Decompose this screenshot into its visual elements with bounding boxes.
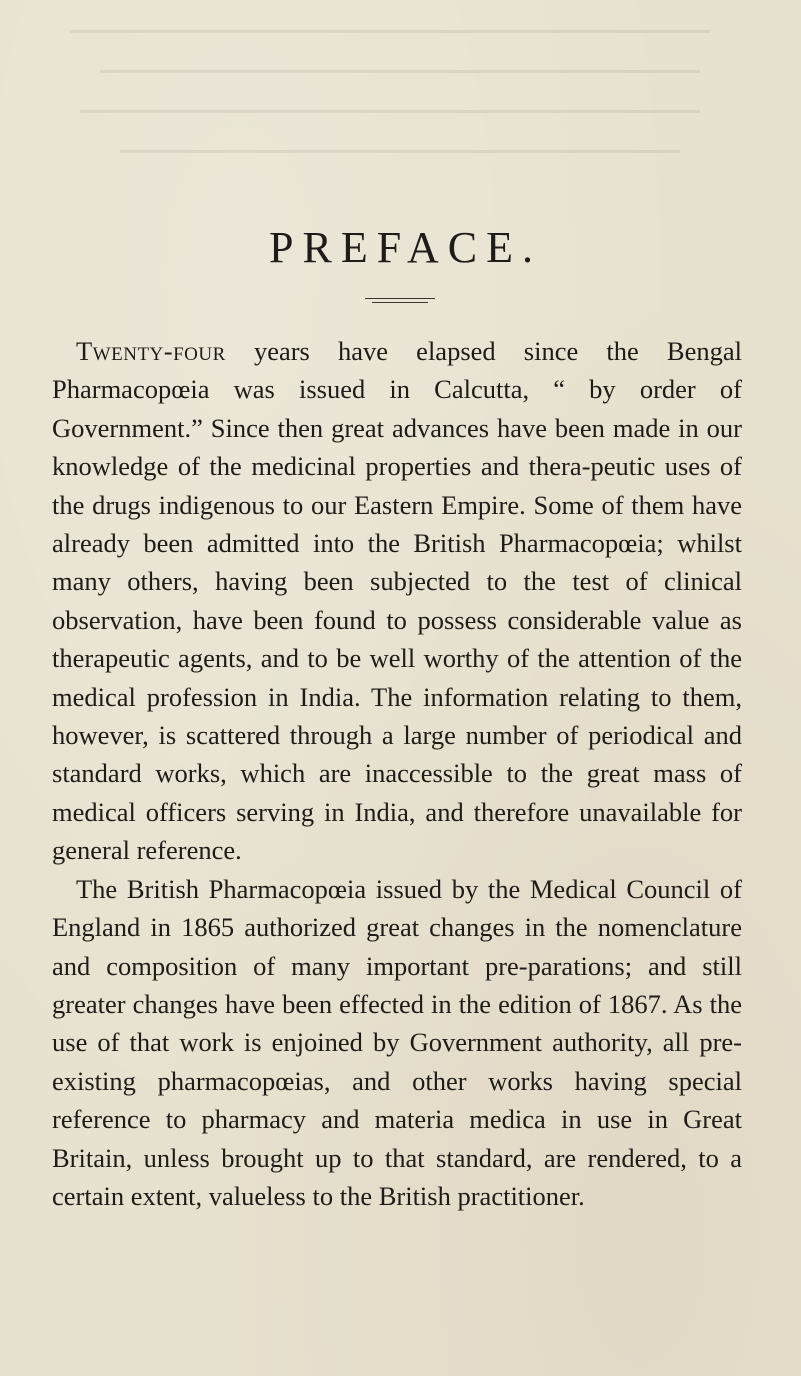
- paragraph-lead: Twenty-four: [76, 336, 226, 366]
- title-rule-second: [372, 302, 428, 303]
- paragraph-text: years have elapsed since the Bengal Pharmacopœia was issued in Calcutta, “ by order of Government.” Since then great advances have been made in our knowledge of the medicinal properties and thera-peutic uses of the drugs indigenous to our Eastern Empire. Some of them have already been admitted into the British Pharmacopœia; whilst many others, having been subjected to the test of clinical observation, have been found to possess considerable value as therapeutic agents, and to be well worthy of the attention of the medical profession in India. The information relating to them, however, is scattered through a large number of periodical and standard works, which are inaccessible to the great mass of medical officers serving in India, and therefore unavailable for general reference.: [52, 336, 742, 866]
- page-title: PREFACE.: [269, 223, 542, 272]
- paragraph-2: [52, 870, 742, 1216]
- paragraph-1: [52, 332, 742, 870]
- title-rule: [365, 298, 435, 299]
- bleed-through-texture: [60, 10, 740, 180]
- paragraph-text: The British Pharmacopœia issued by the Medical Council of England in 1865 authorized great changes in the nomenclature and composition of many important pre-parations; and still greater changes have been effected in the edition of 1867. As the use of that work is enjoined by Government authority, all pre-existing pharmacopœias, and other works having special reference to pharmacy and materia medica in use in Great Britain, unless brought up to that standard, are rendered, to a certain extent, valueless to the British practitioner.: [52, 873, 742, 1211]
- preface-body: [52, 332, 742, 1215]
